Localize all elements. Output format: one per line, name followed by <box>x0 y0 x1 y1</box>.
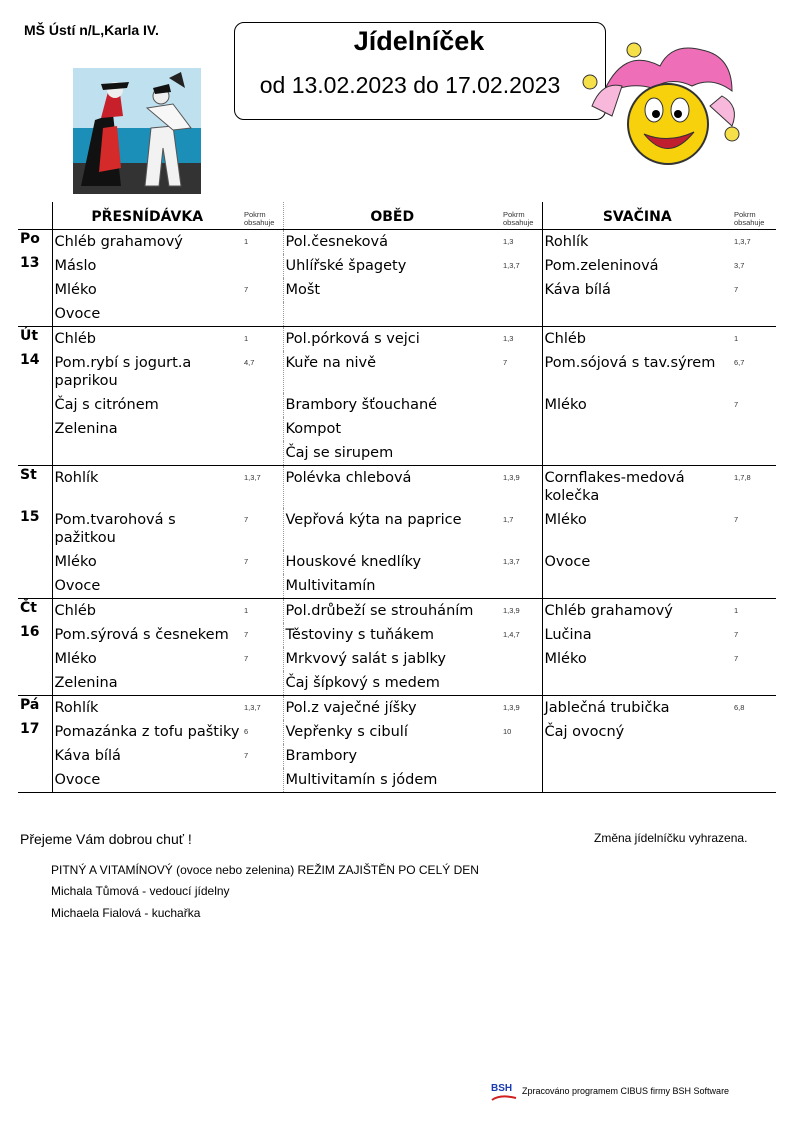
breakfast-item: Pom.rybí s jogurt.a paprikou <box>54 355 192 389</box>
menu-row <box>18 327 776 352</box>
menu-row <box>18 647 776 671</box>
snack-item: Čaj ovocný <box>544 724 625 740</box>
lunch-allergens <box>501 744 542 768</box>
lunch-item: Brambory šťouchané <box>285 397 438 413</box>
lunch-allergens: 1,3,9 <box>501 466 542 509</box>
breakfast-item: Káva bílá <box>54 748 121 764</box>
menu-row <box>18 230 776 255</box>
snack-item: Chléb <box>544 331 586 347</box>
snack-item <box>542 574 732 599</box>
breakfast-item <box>52 441 242 466</box>
day-label: Út <box>18 327 52 352</box>
day-label <box>18 278 52 302</box>
lunch-allergens: 7 <box>501 351 542 393</box>
breakfast-allergens: 4,7 <box>242 351 283 393</box>
day-label: St <box>18 466 52 509</box>
snack-item <box>542 302 732 327</box>
lunch-item: Uhlířské špagety <box>285 258 407 274</box>
snack-item: Mléko <box>544 651 587 667</box>
breakfast-item: Čaj s citrónem <box>54 397 159 413</box>
breakfast-allergens: 7 <box>242 508 283 550</box>
software-credit: Zpracováno programem CIBUS firmy BSH Software <box>522 1086 730 1096</box>
snack-item: Lučina <box>544 627 592 643</box>
breakfast-item: Chléb grahamový <box>54 234 183 250</box>
snack-allergens: 7 <box>734 515 739 524</box>
breakfast-allergens <box>242 417 283 441</box>
lunch-item <box>283 302 501 327</box>
breakfast-allergens: 1 <box>242 599 283 624</box>
lunch-allergens: 10 <box>501 720 542 744</box>
breakfast-item: Pom.tvarohová s pažitkou <box>54 512 176 546</box>
breakfast-item: Mléko <box>54 282 97 298</box>
day-label: Čt <box>18 599 52 624</box>
snack-allergens <box>732 574 776 599</box>
snack-item <box>542 744 732 768</box>
menu-row <box>18 599 776 624</box>
breakfast-allergens: 1 <box>242 230 283 255</box>
day-label <box>18 744 52 768</box>
breakfast-header: PŘESNÍDÁVKA <box>52 202 242 230</box>
carnival-dancers-icon <box>73 68 201 194</box>
menu-row <box>18 351 776 393</box>
day-label <box>18 550 52 574</box>
snack-item: Pom.zeleninová <box>544 258 659 274</box>
lunch-item: Čaj šípkový s medem <box>283 671 501 696</box>
menu-row <box>18 441 776 466</box>
snack-allergens <box>732 671 776 696</box>
breakfast-allergens: 7 <box>242 744 283 768</box>
lunch-allergens <box>501 574 542 599</box>
snack-allergens <box>732 417 776 441</box>
lunch-item: Pol.drůbeží se strouháním <box>285 603 474 619</box>
snack-allergens: 1,3,7 <box>734 237 751 246</box>
lunch-item: Vepřová kýta na paprice <box>285 512 462 528</box>
breakfast-item: Zelenina <box>52 671 242 696</box>
breakfast-item: Mléko <box>54 554 97 570</box>
day-label: 13 <box>18 254 52 278</box>
day-label <box>18 393 52 417</box>
day-label <box>18 671 52 696</box>
menu-period: od 13.02.2023 do 17.02.2023 <box>259 72 561 98</box>
breakfast-item: Rohlík <box>54 470 99 486</box>
snack-allergens <box>732 550 776 574</box>
snack-item: Cornflakes-medová kolečka <box>544 470 685 504</box>
breakfast-allergens: 7 <box>242 550 283 574</box>
menu-row <box>18 466 776 509</box>
breakfast-item: Ovoce <box>52 574 242 599</box>
day-label <box>18 768 52 793</box>
day-label: 17 <box>18 720 52 744</box>
menu-row <box>18 696 776 721</box>
lunch-allergens: 1,3 <box>501 230 542 255</box>
snack-header: SVAČINA <box>542 202 732 230</box>
lunch-item: Mošt <box>285 282 321 298</box>
snack-allergens: 7 <box>734 285 739 294</box>
menu-row <box>18 393 776 417</box>
menu-row <box>18 508 776 550</box>
day-label: 14 <box>18 351 52 393</box>
canteen-manager: Michala Tůmová - vedoucí jídelny <box>51 884 230 898</box>
snack-item: Rohlík <box>544 234 589 250</box>
breakfast-allergens: 1,3,7 <box>242 466 283 509</box>
breakfast-allergens: 6 <box>242 720 283 744</box>
day-label: 16 <box>18 623 52 647</box>
lunch-item: Vepřenky s cibulí <box>285 724 408 740</box>
day-label <box>18 441 52 466</box>
snack-allergens: 6,7 <box>734 358 745 367</box>
lunch-item: Pol.z vaječné jíšky <box>285 700 417 716</box>
page-title: Jídelníček <box>353 26 485 56</box>
breakfast-item: Pom.sýrová s česnekem <box>54 627 229 643</box>
menu-row <box>18 671 776 696</box>
bsh-logo-icon <box>490 1080 518 1104</box>
snack-allergen-header: Pokrm obsahuje <box>732 202 776 230</box>
menu-row <box>18 768 776 793</box>
jester-smiley-icon <box>582 36 742 170</box>
menu-row <box>18 417 776 441</box>
day-label <box>18 417 52 441</box>
snack-allergens <box>732 720 776 744</box>
lunch-item: Těstoviny s tuňákem <box>285 627 434 643</box>
lunch-allergens: 1,3,9 <box>501 696 542 721</box>
snack-allergens <box>732 768 776 793</box>
breakfast-item: Chléb <box>54 331 96 347</box>
breakfast-item: Mléko <box>54 651 97 667</box>
breakfast-item: Zelenina <box>54 421 118 437</box>
snack-allergens <box>732 441 776 466</box>
snack-item: Káva bílá <box>544 282 611 298</box>
breakfast-item: Chléb <box>54 603 96 619</box>
menu-row <box>18 302 776 327</box>
menu-table <box>18 202 776 793</box>
lunch-allergen-header: Pokrm obsahuje <box>501 202 542 230</box>
menu-row <box>18 278 776 302</box>
lunch-allergens <box>501 393 542 417</box>
drinking-regime-note: PITNÝ A VITAMÍNOVÝ (ovoce nebo zelenina) REŽIM ZAJIŠTĚN PO CELÝ DEN <box>51 863 479 877</box>
change-reserved-note: Změna jídelníčku vyhrazena. <box>594 831 748 845</box>
day-header-cell <box>18 202 52 230</box>
snack-item <box>542 671 732 696</box>
breakfast-item: Máslo <box>54 258 97 274</box>
snack-item: Chléb grahamový <box>544 603 673 619</box>
snack-allergens: 1 <box>734 334 739 343</box>
lunch-item: Pol.pórková s vejci <box>285 331 420 347</box>
lunch-allergens <box>501 647 542 671</box>
snack-allergens: 3,7 <box>734 261 745 270</box>
lunch-allergens <box>501 671 542 696</box>
breakfast-allergens <box>242 574 283 599</box>
breakfast-item: Ovoce <box>52 768 242 793</box>
menu-row <box>18 254 776 278</box>
snack-allergens <box>732 302 776 327</box>
day-label <box>18 574 52 599</box>
lunch-item: Multivitamín <box>283 574 501 599</box>
breakfast-allergens: 1,3,7 <box>242 696 283 721</box>
menu-row <box>18 623 776 647</box>
snack-item: Jablečná trubička <box>544 700 670 716</box>
lunch-allergens: 1,3,9 <box>501 599 542 624</box>
snack-item: Mléko <box>544 397 587 413</box>
lunch-allergens: 1,3 <box>501 327 542 352</box>
snack-item <box>542 441 732 466</box>
lunch-allergens <box>501 417 542 441</box>
lunch-allergens <box>501 768 542 793</box>
snack-item: Mléko <box>544 512 587 528</box>
snack-item: Ovoce <box>544 554 591 570</box>
menu-row <box>18 550 776 574</box>
snack-allergens: 6,8 <box>734 703 745 712</box>
breakfast-allergens <box>242 768 283 793</box>
lunch-item: Pol.česneková <box>285 234 389 250</box>
bon-appetit-note: Přejeme Vám dobrou chuť ! <box>20 831 192 847</box>
breakfast-allergens <box>242 671 283 696</box>
lunch-allergens <box>501 302 542 327</box>
breakfast-allergens <box>242 302 283 327</box>
snack-allergens <box>732 744 776 768</box>
cook-name: Michaela Fialová - kuchařka <box>51 906 201 920</box>
breakfast-allergens: 1 <box>242 327 283 352</box>
lunch-item: Čaj se sirupem <box>283 441 501 466</box>
breakfast-item: Rohlík <box>54 700 99 716</box>
snack-allergens: 1 <box>734 606 739 615</box>
day-label <box>18 302 52 327</box>
breakfast-allergens <box>242 393 283 417</box>
lunch-item: Polévka chlebová <box>285 470 412 486</box>
day-label: Pá <box>18 696 52 721</box>
menu-row <box>18 744 776 768</box>
breakfast-allergens: 7 <box>242 647 283 671</box>
breakfast-allergens: 7 <box>242 623 283 647</box>
snack-item <box>542 417 732 441</box>
snack-allergens: 7 <box>734 630 739 639</box>
lunch-item: Kompot <box>285 421 342 437</box>
lunch-item: Brambory <box>285 748 358 764</box>
lunch-allergens: 1,3,7 <box>501 254 542 278</box>
day-label: Po <box>18 230 52 255</box>
snack-item: Pom.sójová s tav.sýrem <box>544 355 716 371</box>
lunch-item: Multivitamín s jódem <box>283 768 501 793</box>
menu-row <box>18 574 776 599</box>
breakfast-allergen-header: Pokrm obsahuje <box>242 202 283 230</box>
breakfast-item: Pomazánka z tofu paštiky <box>54 724 240 740</box>
lunch-allergens <box>501 441 542 466</box>
breakfast-allergens <box>242 254 283 278</box>
lunch-allergens: 1,7 <box>501 508 542 550</box>
snack-allergens: 7 <box>734 654 739 663</box>
breakfast-allergens <box>242 441 283 466</box>
breakfast-item: Ovoce <box>52 302 242 327</box>
snack-allergens: 7 <box>734 400 739 409</box>
school-name: MŠ Ústí n/L,Karla IV. <box>24 22 159 38</box>
lunch-allergens: 1,3,7 <box>501 550 542 574</box>
lunch-item: Kuře na nivě <box>285 355 377 371</box>
lunch-allergens: 1,4,7 <box>501 623 542 647</box>
day-label <box>18 647 52 671</box>
snack-item <box>542 768 732 793</box>
lunch-item: Mrkvový salát s jablky <box>285 651 447 667</box>
lunch-item: Houskové knedlíky <box>285 554 422 570</box>
lunch-header: OBĚD <box>283 202 501 230</box>
snack-allergens: 1,7,8 <box>734 473 751 482</box>
breakfast-allergens: 7 <box>242 278 283 302</box>
lunch-allergens <box>501 278 542 302</box>
bsh-logo-text: BSH <box>491 1083 513 1094</box>
menu-header-row <box>18 202 776 230</box>
day-label: 15 <box>18 508 52 550</box>
menu-row <box>18 720 776 744</box>
